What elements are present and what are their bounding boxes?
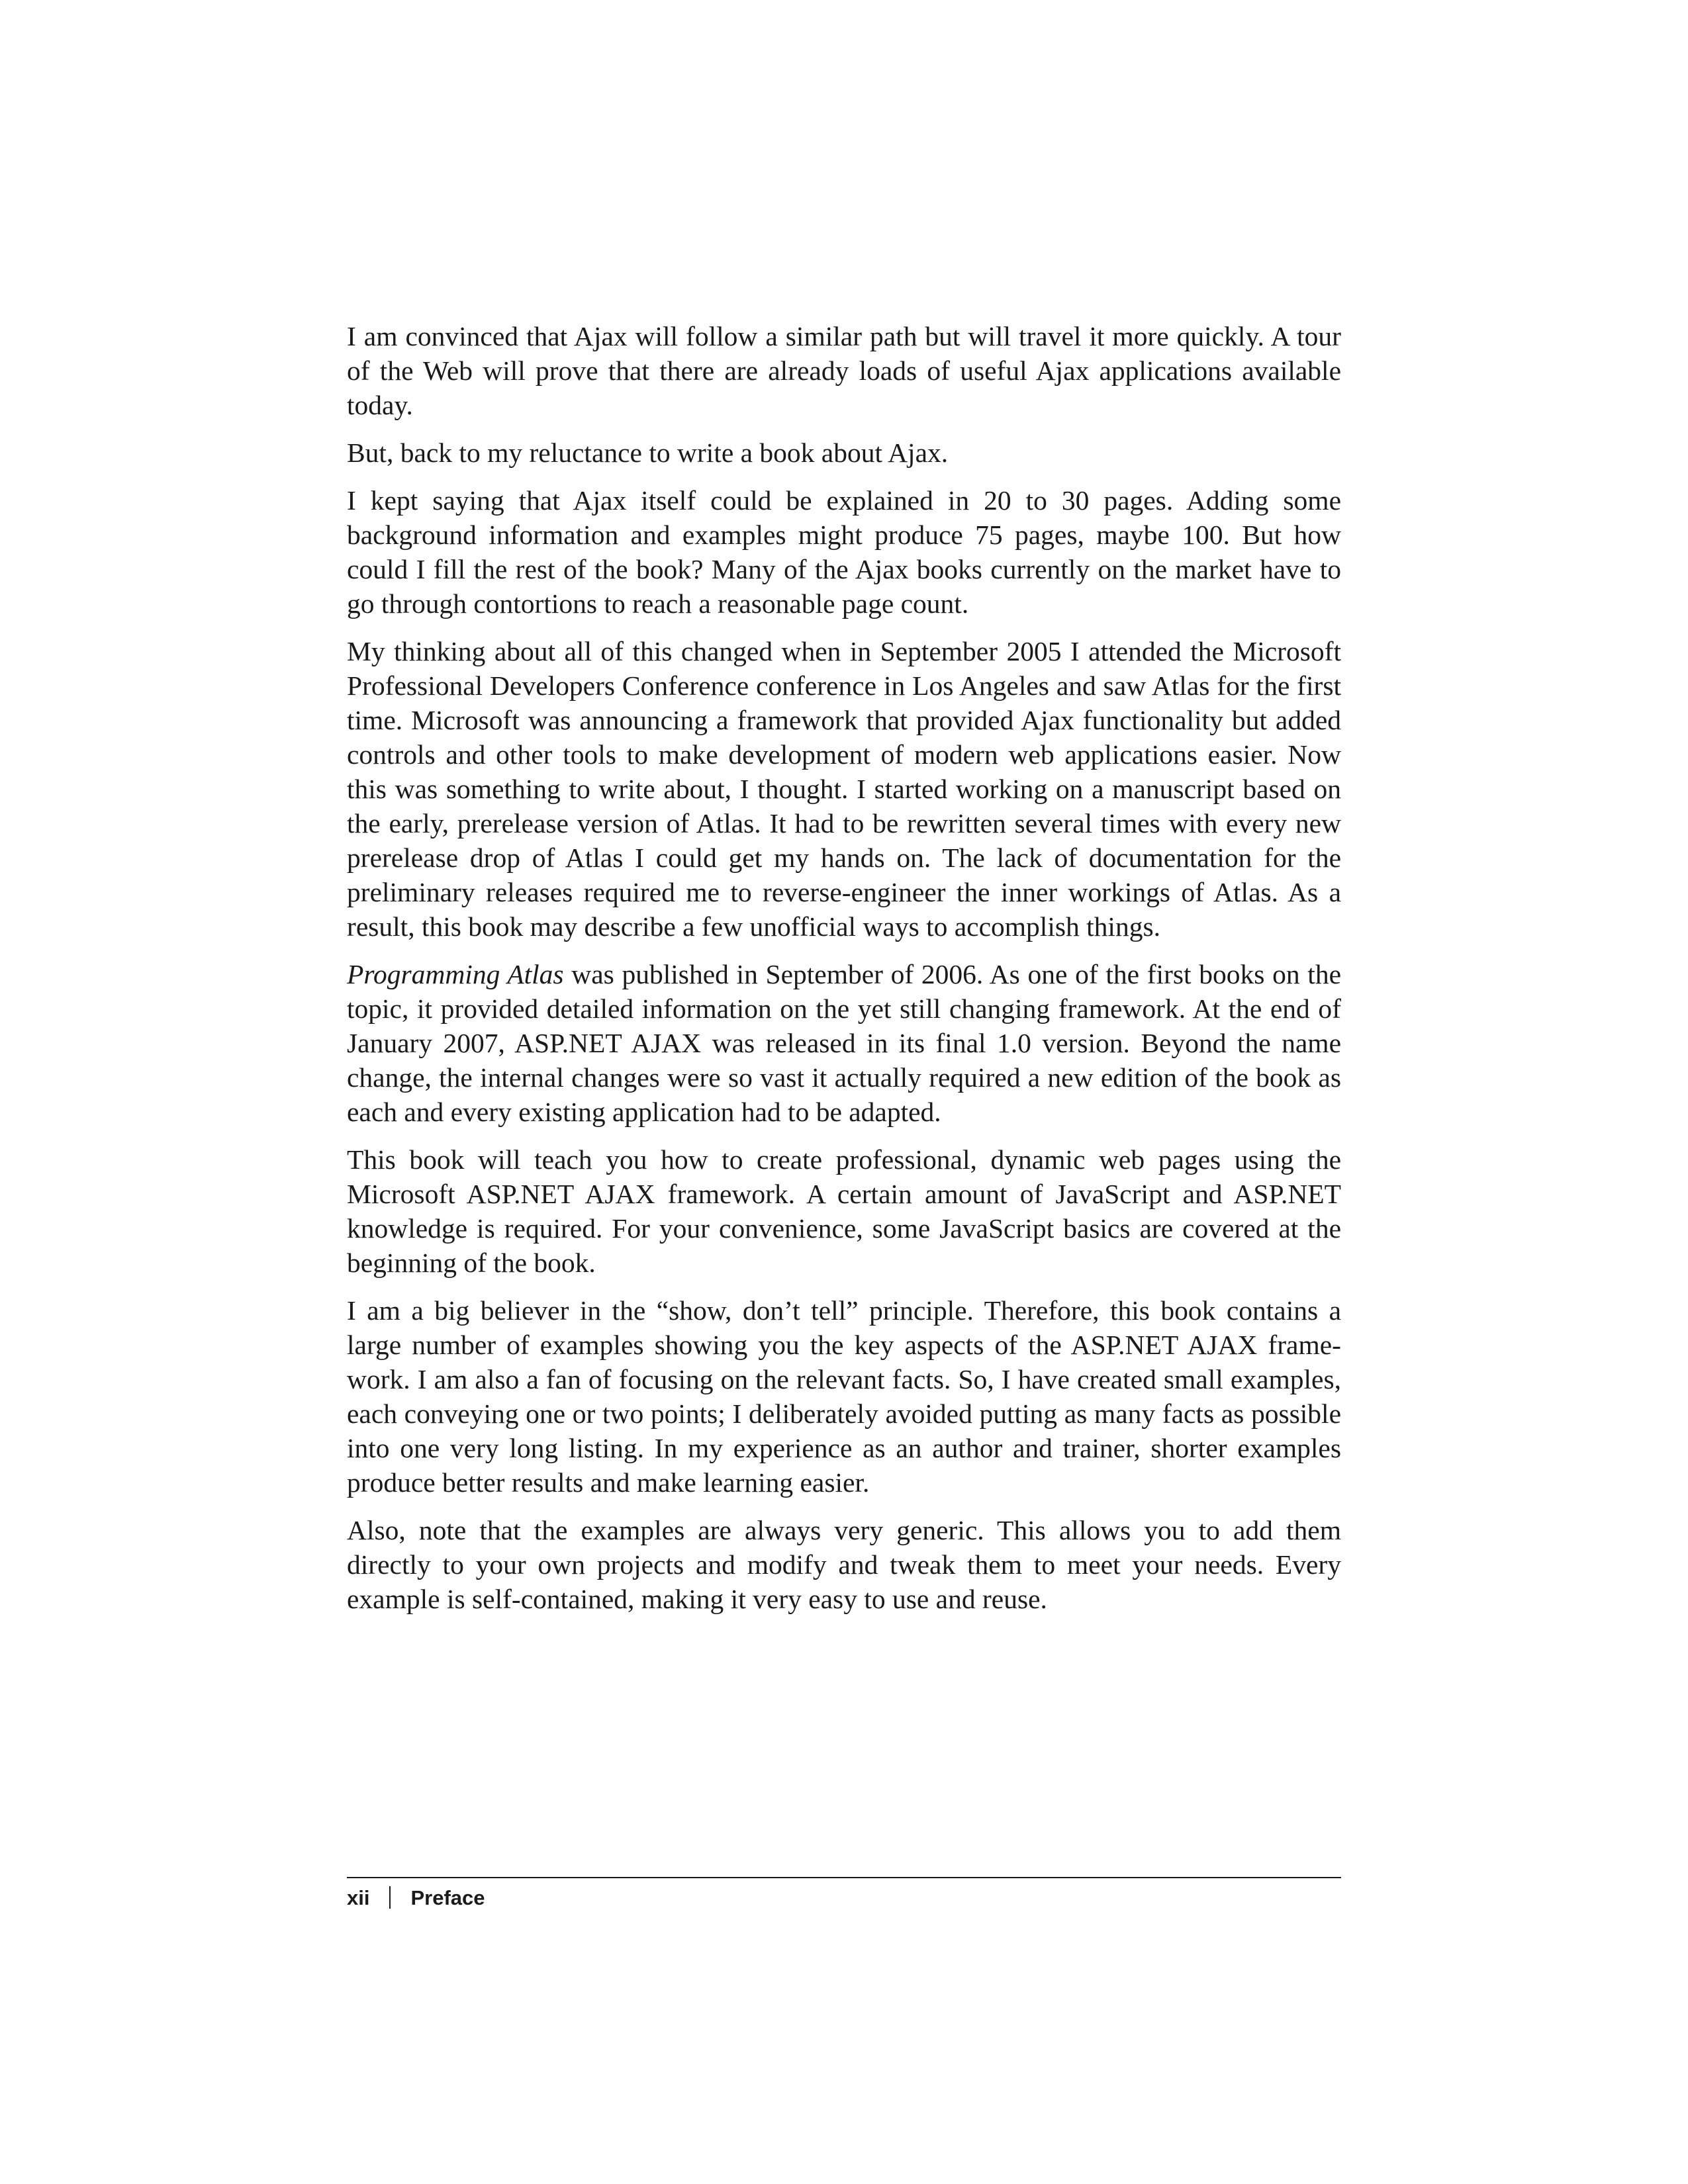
- footer-rule: [347, 1877, 1341, 1878]
- paragraph: This book will teach you how to create professional, dynamic web pages using the Microsoft ASP.NET AJAX framework. A certain amount of JavaScript and ASP.NET knowledge is required. For your convenience, some JavaScript basics are covered at the beginning of the book.: [347, 1144, 1341, 1278]
- page-number: xii: [347, 1886, 370, 1909]
- paragraph: But, back to my reluctance to write a book about Ajax.: [347, 437, 949, 468]
- paragraph: I am a big believer in the “show, don’t tell” principle. Therefore, this book contains a large number of examples showing you the key aspects of the ASP.NET AJAX framework. I am also a fan of focusing on the relevant facts. So, I have created small examples, each conveying one or two points; I deliberately avoided putting as many facts as possible into one very long listing. In my experience as an author and trainer, shorter examples produce better results and make learning easier.: [347, 1295, 1341, 1498]
- page-footer: [347, 1885, 485, 1911]
- book-title-italic: Programming Atlas: [347, 959, 564, 989]
- running-head-section: Preface: [410, 1886, 485, 1909]
- paragraph-text: was published in September of 2006. As one of the first books on the topic, it provided detailed information on the yet still changing framework. At the end of January 2007, ASP.NET AJAX was released in its final 1.0 version. Beyond the name change, the internal changes were so vast it actually required a new edition of the book as each and every existing application had to be adapted.: [347, 959, 1341, 1127]
- paragraph: [347, 957, 1341, 1129]
- body-text: [347, 319, 1341, 1629]
- paragraph: I kept saying that Ajax itself could be explained in 20 to 30 pages. Adding some background information and examples might produce 75 pages, maybe 100. But how could I fill the rest of the book? Many of the Ajax books currently on the market have to go through contortions to reach a reasonable page count.: [347, 485, 1341, 619]
- paragraph: My thinking about all of this changed when in September 2005 I attended the Microsoft Professional Developers Conference conference in Los Angeles and saw Atlas for the first time. Microsoft was announcing a framework that provided Ajax functionality but added controls and other tools to make development of modern web applications easier. Now this was something to write about, I thought. I started working on a manuscript based on the early, prerelease version of Atlas. It had to be rewritten several times with every new prerelease drop of Atlas I could get my hands on. The lack of documentation for the preliminary releases required me to reverse-engineer the inner workings of Atlas. As a result, this book may describe a few unofficial ways to accomplish things.: [347, 636, 1341, 942]
- paragraph: Also, note that the examples are always very generic. This allows you to add them directly to your own projects and modify and tweak them to meet your needs. Every example is self-contained, making it very easy to use and reuse.: [347, 1515, 1341, 1614]
- footer-separator: [389, 1886, 391, 1909]
- paragraph: I am convinced that Ajax will follow a similar path but will travel it more quickly. A tour of the Web will prove that there are already loads of useful Ajax applications available today.: [347, 321, 1341, 420]
